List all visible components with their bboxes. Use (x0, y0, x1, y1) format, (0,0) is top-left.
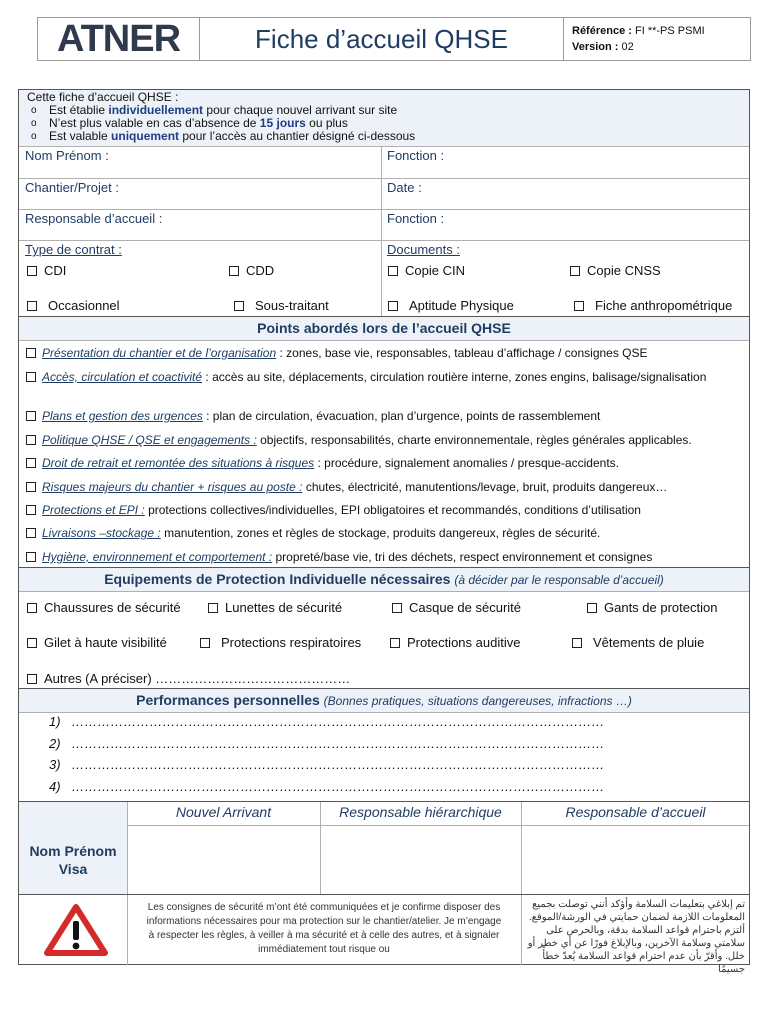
point-item[interactable]: Droit de retrait et remontée des situations à risques : procédure, signalement anomalies / presque-accidents. (26, 455, 748, 472)
performance-line[interactable]: 2) …………………………………………………………………………………………………………… (49, 736, 605, 751)
checkbox-cdd[interactable]: CDD (229, 263, 274, 278)
checkbox-casque[interactable]: Casque de sécurité (392, 600, 521, 615)
performance-line[interactable]: 3) …………………………………………………………………………………………………………… (49, 757, 605, 772)
checkbox-gilet[interactable]: Gilet à haute visibilité (27, 635, 167, 650)
row-name (19, 146, 749, 178)
checkbox-occasionnel[interactable]: Occasionnel (27, 298, 120, 313)
performances-subtitle: (Bonnes pratiques, situations dangereuses, infractions …) (323, 694, 632, 708)
performances-section-title (19, 688, 749, 712)
checkbox-chaussures[interactable]: Chaussures de sécurité (27, 600, 181, 615)
version-label: Version : (572, 41, 619, 53)
checkbox-fiche-anthropometrique[interactable]: Fiche anthropométrique (574, 298, 732, 313)
qhse-form (18, 89, 750, 975)
row-chantier (19, 178, 749, 209)
performances-lines (19, 712, 749, 801)
reference-block (564, 18, 750, 60)
checkbox-protections-respiratoires[interactable]: Protections respiratoires (200, 635, 361, 650)
consent-text-ar: تم إبلاغي بتعليمات السلامة وأؤكد أنني توصلت بجميع المعلومات اللازمة لضمان حمايتي في الورشة/الموقع. ألتزم باحترام قواعد السلامة بدقة، وبالحرص على سلامتي وسلامة الآخرين، وبالإبلاغ فورًا عن أي خطر أو خلل. وأقرّ بأن عدم احترام قواعد السلامة يُعدّ خطأً جسيمًا (527, 899, 745, 975)
intro-block (19, 90, 749, 146)
document-title: Fiche d’accueil QHSE (200, 18, 564, 60)
col-responsable-accueil: Responsable d’accueil (565, 804, 706, 820)
signature-side-label: Nom Prénom Visa (19, 802, 127, 894)
row-contract-documents (19, 240, 749, 316)
col-responsable-hierarchique: Responsable hiérarchique (339, 804, 502, 820)
intro-lead: Cette fiche d’accueil QHSE : (27, 90, 179, 104)
intro-item: o N’est plus valable en cas d’absence de 15 jours ou plus (27, 117, 741, 130)
point-item[interactable]: Plans et gestion des urgences : plan de circulation, évacuation, plan d’urgence, points de rassemblement (26, 408, 748, 425)
epi-section-title (19, 567, 749, 591)
signatures-table (19, 801, 749, 894)
responsable-field[interactable]: Responsable d’accueil : (25, 211, 163, 226)
point-item[interactable]: Protections et EPI : protections collectives/individuelles, EPI obligatoires et recommandés, conditions d’utilisation (26, 502, 748, 519)
epi-subtitle: (à décider par le responsable d’accueil) (454, 573, 664, 587)
checkbox-protections-auditive[interactable]: Protections auditive (390, 635, 520, 650)
point-item[interactable]: Livraisons –stockage : manutention, zones et règles de stockage, produits dangereux, règles de sécurité. (26, 525, 748, 542)
performances-title: Performances personnelles (136, 692, 320, 708)
point-item[interactable]: Présentation du chantier et de l’organisation : zones, base vie, responsables, tableau d’affichage / consignes QSE (26, 345, 748, 362)
checkbox-cdi[interactable]: CDI (27, 263, 66, 278)
checkbox-autres[interactable]: Autres (A préciser) ……………………………………… (27, 671, 350, 686)
performance-line[interactable]: 4) …………………………………………………………………………………………………………… (49, 779, 605, 794)
checkbox-copie-cnss[interactable]: Copie CNSS (570, 263, 661, 278)
intro-item: o Est établie individuellement pour chaque nouvel arrivant sur site (27, 104, 741, 117)
fonction-field[interactable]: Fonction : (387, 148, 445, 163)
epi-options (19, 591, 749, 688)
signature-box-nouvel-arrivant[interactable] (128, 826, 319, 894)
points-list (19, 340, 749, 567)
checkbox-vetements-pluie[interactable]: Vêtements de pluie (572, 635, 704, 650)
reference-label: Référence : (572, 25, 632, 37)
date-field[interactable]: Date : (387, 180, 422, 195)
warning-icon (44, 904, 108, 956)
documents-title: Documents : (387, 242, 460, 257)
company-logo (38, 18, 200, 60)
checkbox-sous-traitant[interactable]: Sous-traitant (234, 298, 329, 313)
point-item[interactable]: Accès, circulation et coactivité : accès au site, déplacements, circulation routière interne, zones engins, balisage/signalisation (26, 369, 748, 386)
intro-item: o Est valable uniquement pour l’accès au chantier désigné ci-dessous (27, 130, 741, 143)
document-header (37, 17, 751, 61)
point-item[interactable]: Hygiène, environnement et comportement : propreté/base vie, tri des déchets, respect environnement et consignes (26, 549, 748, 566)
checkbox-copie-cin[interactable]: Copie CIN (388, 263, 465, 278)
checkbox-aptitude-physique[interactable]: Aptitude Physique (388, 298, 514, 313)
consent-text-fr: Les consignes de sécurité m’ont été communiquées et je confirme disposer des informations nécessaires pour ma protection sur le chantier/atelier. Je m’engage à respecter les règles, à veiller à ma sécurité et à celle des autres, et à signaler immédiatement tout risque ou (146, 902, 502, 955)
version-value: 02 (621, 41, 634, 53)
points-section-title: Points abordés lors de l’accueil QHSE (19, 316, 749, 340)
consent-row (19, 894, 749, 975)
point-item[interactable]: Politique QHSE / QSE et engagements : objectifs, responsabilités, charte environnementale, règles générales applicables. (26, 432, 748, 449)
reference-value: FI **-PS PSMI (634, 25, 705, 37)
fonction-responsable-field[interactable]: Fonction : (387, 211, 445, 226)
col-nouvel-arrivant: Nouvel Arrivant (175, 804, 272, 820)
chantier-field[interactable]: Chantier/Projet : (25, 180, 119, 195)
signature-box-responsable-hierarchique[interactable] (321, 826, 520, 894)
row-responsable (19, 209, 749, 240)
nom-prenom-field[interactable]: Nom Prénom : (25, 148, 109, 163)
point-item[interactable]: Risques majeurs du chantier + risques au poste : chutes, électricité, manutentions/levage, bruit, produits dangereux… (26, 479, 748, 496)
logo-text: ATNER (56, 18, 181, 60)
contract-type-title: Type de contrat : (25, 242, 122, 257)
checkbox-gants[interactable]: Gants de protection (587, 600, 717, 615)
signature-box-responsable-accueil[interactable] (522, 826, 750, 894)
epi-title: Equipements de Protection Individuelle nécessaires (104, 571, 451, 587)
checkbox-lunettes[interactable]: Lunettes de sécurité (208, 600, 342, 615)
performance-line[interactable]: 1) …………………………………………………………………………………………………………… (49, 714, 605, 729)
